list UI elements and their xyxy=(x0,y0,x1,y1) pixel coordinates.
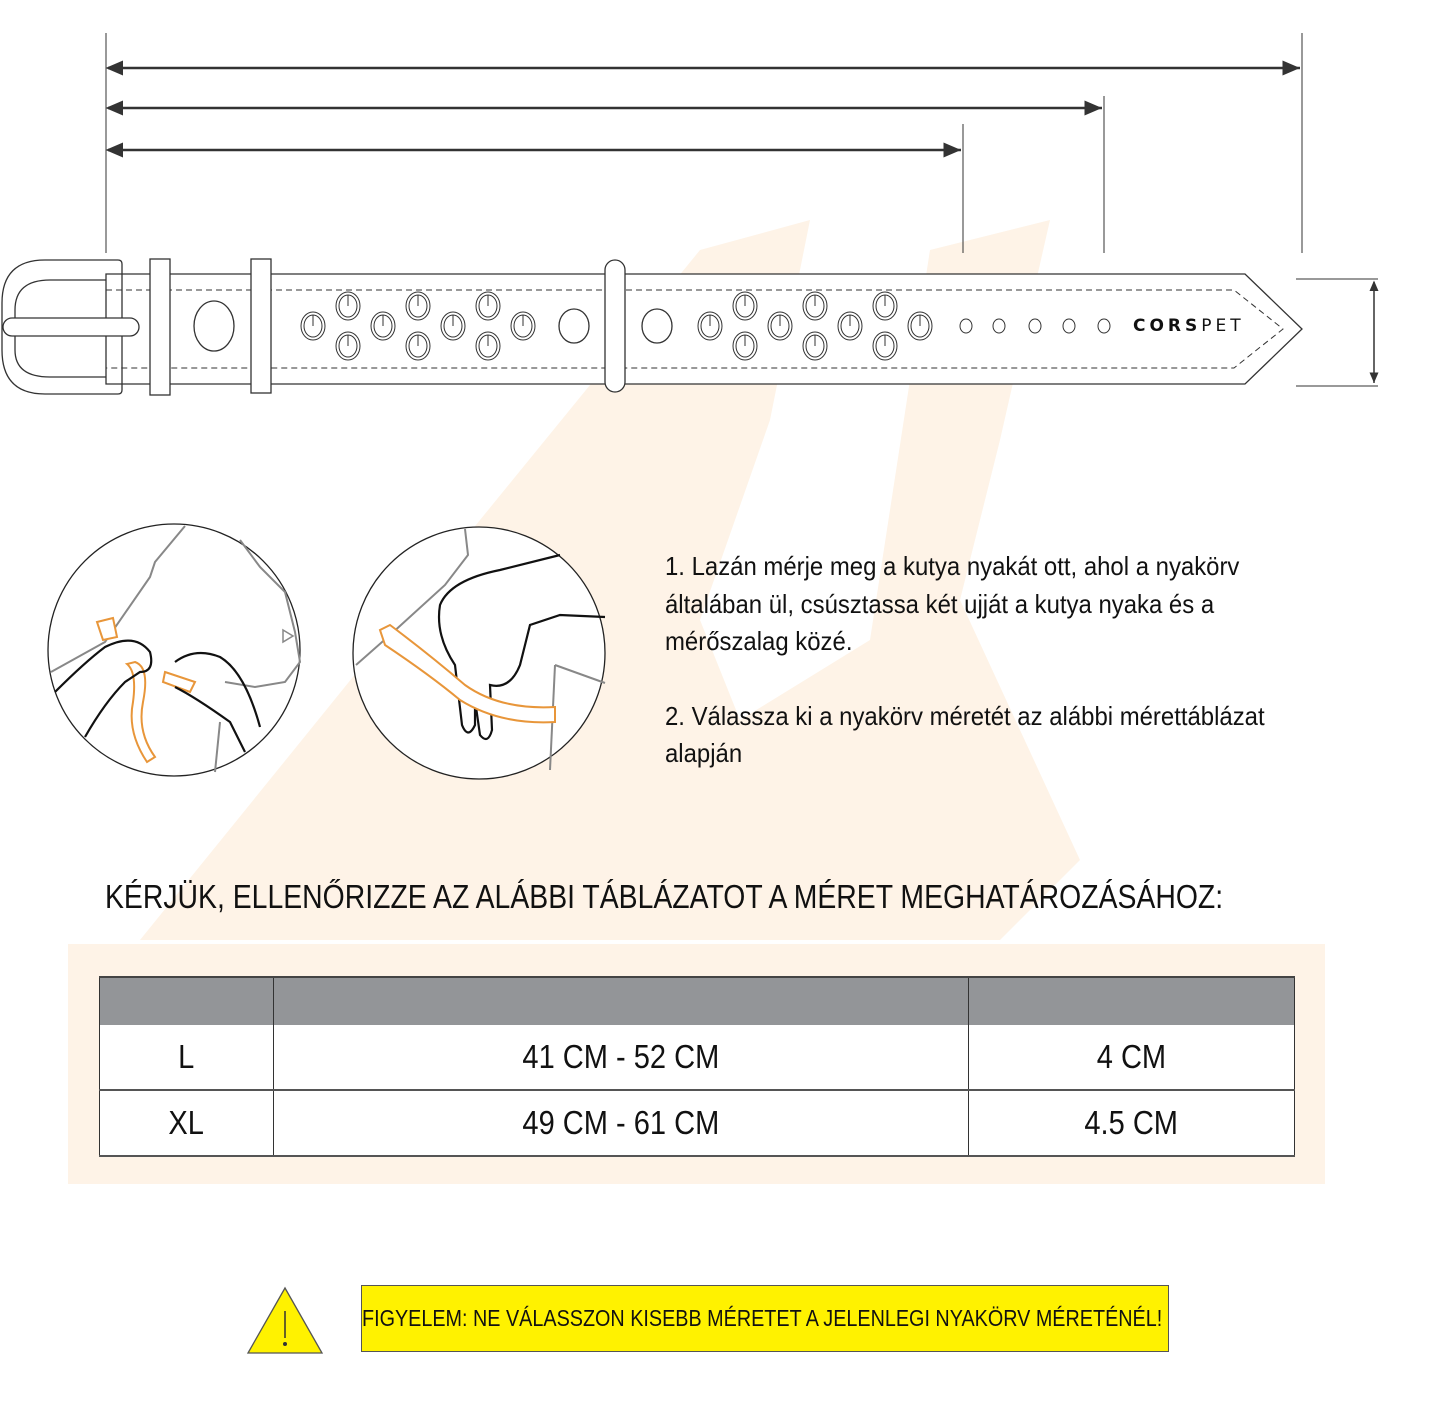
brand-logo xyxy=(1133,316,1245,336)
collar-diagram xyxy=(0,0,1445,420)
cell-width: 4 CM xyxy=(969,1025,1295,1090)
instructions xyxy=(665,548,1327,810)
table-row xyxy=(100,1090,1295,1156)
illustration-measure-neck xyxy=(45,522,303,778)
keeper-1 xyxy=(150,259,170,395)
keeper-2 xyxy=(251,259,271,393)
cell-size: XL xyxy=(100,1090,274,1156)
keeper-3 xyxy=(605,260,625,392)
header-width xyxy=(969,977,1295,1025)
size-table xyxy=(99,976,1295,1157)
buckle-prong xyxy=(3,318,139,336)
illustration-two-fingers xyxy=(350,525,608,781)
instruction-step-2: 2. Válassza ki a nyakörv méretét az alábbi mérettáblázat alapján xyxy=(665,700,1265,768)
warning-banner xyxy=(361,1285,1169,1352)
table-row xyxy=(100,1025,1295,1090)
header-neck xyxy=(273,977,968,1025)
warning-triangle-icon xyxy=(246,1286,324,1356)
brand-bold: CORS xyxy=(1133,316,1202,336)
cell-size: L xyxy=(100,1025,274,1090)
cell-neck: 41 CM - 52 CM xyxy=(273,1025,968,1090)
warning-text: FIGYELEM: NE VÁLASSZON KISEBB MÉRETET A JELENLEGI NYAKÖRV MÉRETÉNÉL! xyxy=(362,1305,1163,1331)
header-size xyxy=(100,977,274,1025)
cell-neck: 49 CM - 61 CM xyxy=(273,1090,968,1156)
size-table-heading: KÉRJÜK, ELLENŐRIZZE AZ ALÁBBI TÁBLÁZATOT A MÉRET MEGHATÁROZÁSÁHOZ: xyxy=(105,878,1224,915)
instruction-step-1: 1. Lazán mérje meg a kutya nyakát ott, ahol a nyakörv általában ül, csúsztassa két ujját a kutya nyaka és a mérőszalag közé. xyxy=(665,551,1240,656)
cell-width: 4.5 CM xyxy=(969,1090,1295,1156)
table-header-row xyxy=(100,977,1295,1025)
brand-regular: PET xyxy=(1201,316,1245,336)
